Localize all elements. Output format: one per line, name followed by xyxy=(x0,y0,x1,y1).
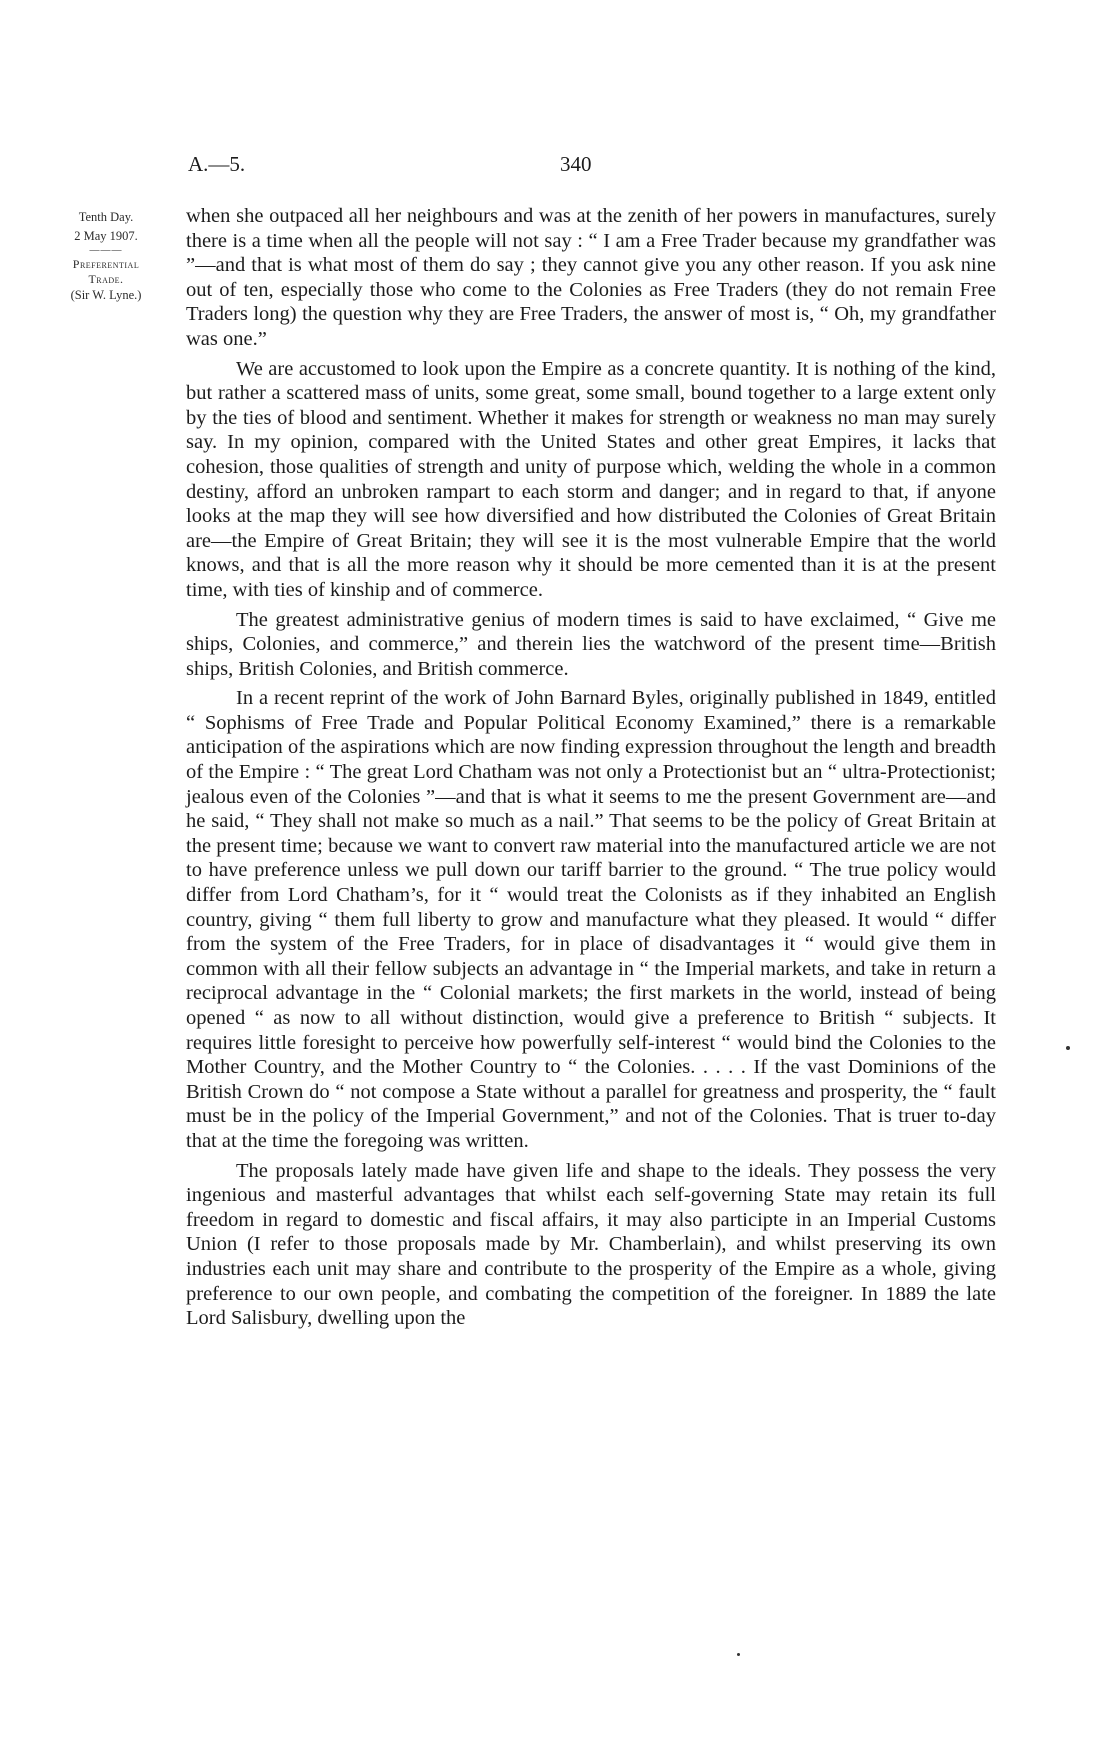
document-reference: A.—5. xyxy=(188,152,246,176)
margin-topic-line2: Trade. xyxy=(88,271,124,286)
document-body xyxy=(186,204,996,1336)
paragraph: We are accustomed to look upon the Empire as a concrete quantity. It is nothing of the kind, but rather a scattered mass of units, some great, some small, bound together to a large extent only by the ties of blood and sentiment. Whether it makes for strength or weakness no man may surely say. In my opinion, compared with the United States and other great Empires, it lacks that cohesion, those qualities of strength and unity of purpose which, welding the whole in a common destiny, afford an unbroken rampart to each storm and danger; and in regard to that, if anyone looks at the map they will see how diversified and how distributed the Colonies of Great Britain are—the Empire of Great Britain; they will see it is the most vulnerable Empire that the world knows, and that is all the more reason why it should be more cemented than it is at the present time, with ties of kinship and of commerce. xyxy=(186,357,996,601)
paragraph: The proposals lately made have given life and shape to the ideals. They possess the very ingenious and masterful advantages that whilst each self-governing State may retain its full freedom in regard to domestic and fiscal affairs, it may also participte in an Imperial Customs Union (I refer to those proposals made by Mr. Chamberlain), and whilst preserving its own industries each unit may share and contribute to the prosperity of the Empire as a whole, giving preference to our own people, and combating the competition of the foreigner. In 1889 the late Lord Salisbury, dwelling upon the xyxy=(186,1159,996,1330)
paragraph: The greatest administrative genius of modern times is said to have exclaimed, “ Give me ships, Colonies, and commerce,” and therein lies the watchword of the present time—British ships, British Colonies, and British commerce. xyxy=(186,608,996,680)
margin-note xyxy=(42,208,170,305)
margin-topic-line1: Preferential xyxy=(72,257,140,271)
margin-speaker: (Sir W. Lyne.) xyxy=(70,288,142,302)
paragraph: In a recent reprint of the work of John Barnard Byles, originally published in 1849, entitled “ Sophisms of Free Trade and Popular Political Economy Examined,” there is a remarkable anticipation of the aspirations which are now finding expression throughout the length and breadth of the Empire : “ The great Lord Chatham was not only a Protectionist but an “ ultra-Protectionist; jealous even of the Colonies ”—and that is what it seems to me the present Government are—and he said, “ They shall not make so much as a nail.” That seems to be the policy of Great Britain at the present time; because we want to convert raw material into the manufactured article we are not to have preference unless we pull down our tariff barrier to the ground. “ The true policy would differ from Lord Chatham’s, for it “ would treat the Colonists as if they inhabited an English country, giving “ them full liberty to grow and manufacture what they pleased. It would “ differ from the system of the Free Traders, for in place of disadvantages it “ would give them in common with all their fellow subjects an advantage in “ the Imperial markets, and take in return a reciprocal advantage in the “ Colonial markets; the first markets in the world, instead of being opened “ as now to all without distinction, would give a preference to British “ subjects. It requires little foresight to perceive how powerfully self-interest “ would bind the Colonies to the Mother Country, and the Mother Country to “ the Colonies. . . . . If the vast Dominions of the British Crown do “ not compose a State without a parallel for greatness and prosperity, the “ fault must be in the policy of the Imperial Government,” and not of the Colonies. That is truer to-day that at the time the foregoing was written. xyxy=(186,687,996,1152)
margin-date: 2 May 1907. xyxy=(74,228,138,243)
page-number: 340 xyxy=(560,152,592,176)
scan-speck xyxy=(737,1653,740,1656)
margin-day: Tenth Day. xyxy=(78,210,134,224)
paragraph-continued: when she outpaced all her neighbours and was at the zenith of her powers in manufactures, surely there is a time when all the people will not say : “ I am a Free Trader because my grandfather was ”—and that is what most of them do say ; they cannot give you any other reason. If you ask nine out of ten, especially those who come to the Colonies as Free Traders (they do not remain Free Traders long) the question why they are Free Traders, the answer of most is, “ Oh, my grandfather was one.” xyxy=(186,205,996,350)
scan-speck xyxy=(1066,1046,1070,1050)
margin-divider: ——— xyxy=(89,245,123,256)
page-header xyxy=(188,152,1008,182)
